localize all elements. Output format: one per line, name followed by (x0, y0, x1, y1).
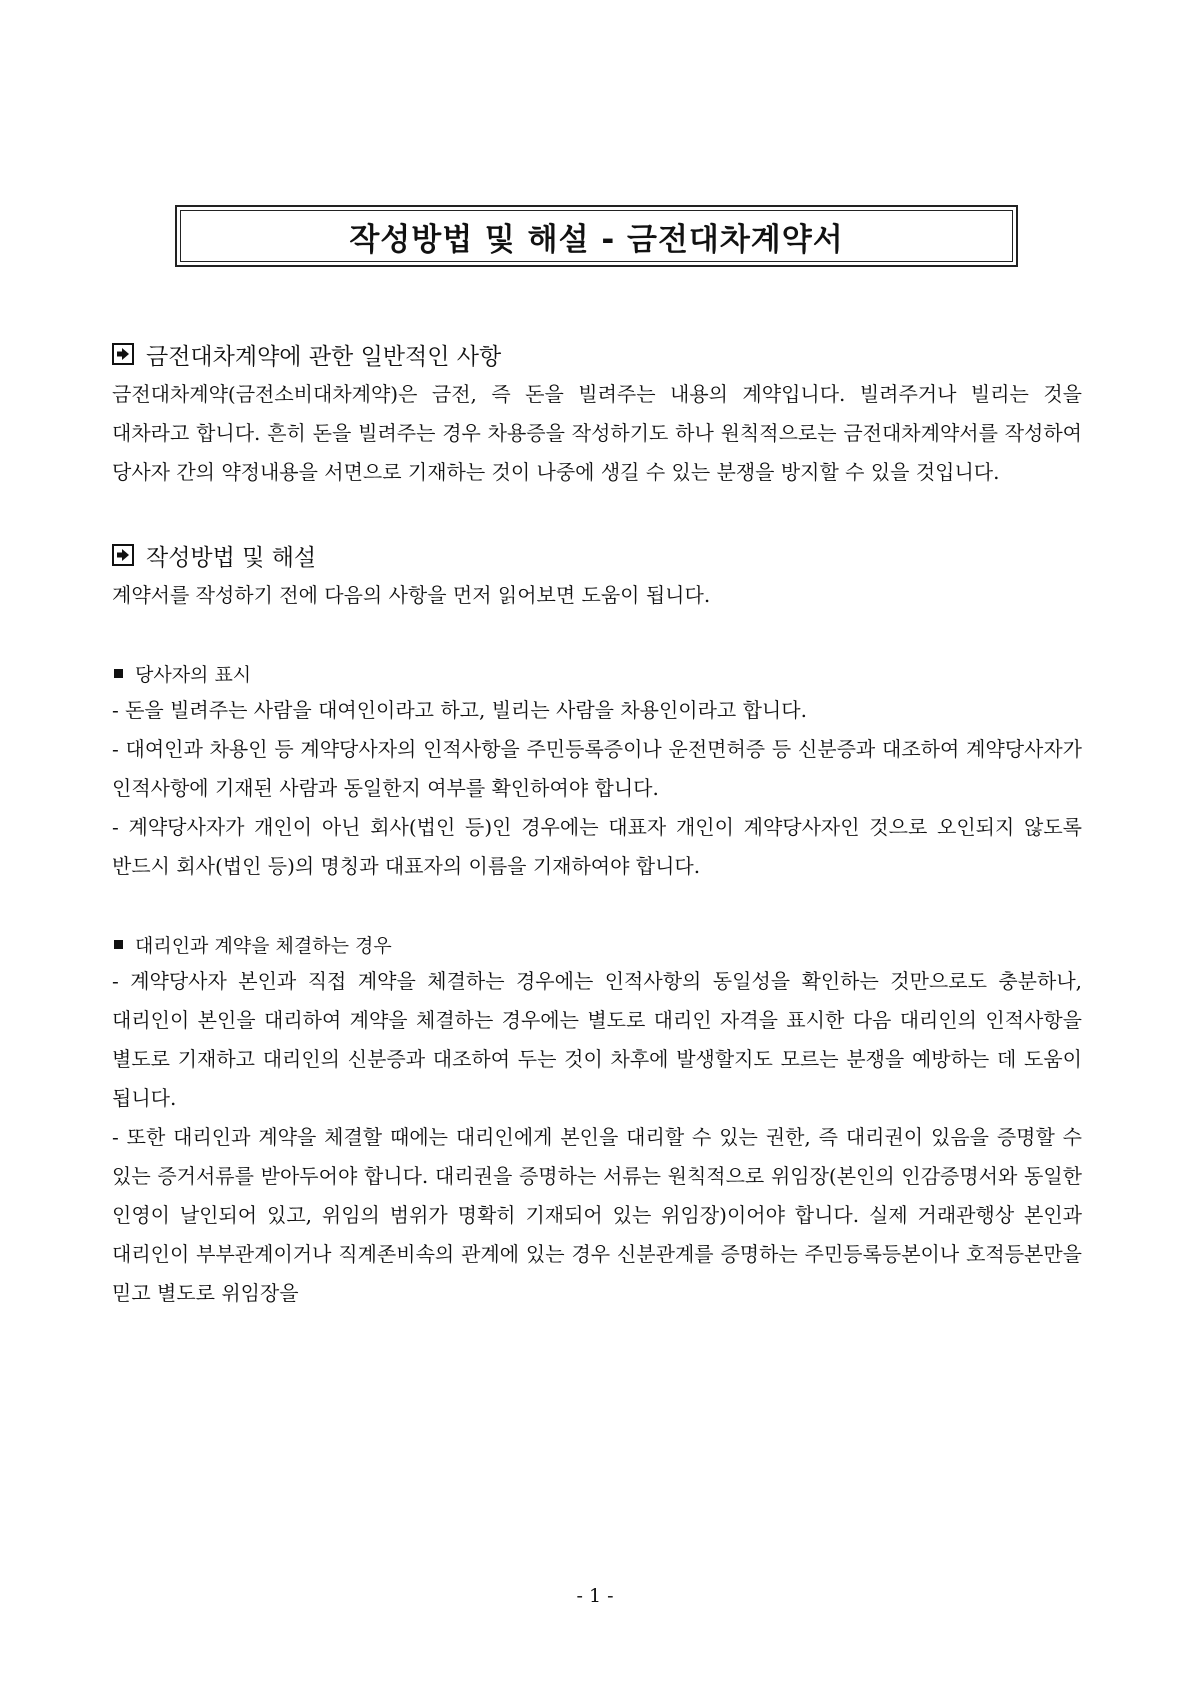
subsection-heading-parties (112, 655, 1082, 691)
list-item: - 계약당사자 본인과 직접 계약을 체결하는 경우에는 인적사항의 동일성을 확인하는 것만으로도 충분하나, 대리인이 본인을 대리하여 계약을 체결하는 경우에는 별도로 대리인 자격을 표시한 다음 대리인의 인적사항을 별도로 기재하고 대리인의 신분증과 대조하여 두는 것이 차후에 발생할지도 모르는 분쟁을 예방하는 데 도움이 됩니다. (112, 969, 1082, 1110)
subsection-heading-label: 당사자의 표시 (135, 663, 252, 686)
subsection-heading-agent (112, 926, 1082, 962)
document-content (112, 335, 1082, 1313)
bullet-square-icon (114, 940, 123, 949)
arrow-right-icon (112, 343, 134, 365)
title-box (175, 205, 1018, 267)
section-paragraph: 계약서를 작성하기 전에 다음의 사항을 먼저 읽어보면 도움이 됩니다. (112, 583, 711, 607)
list-item: - 또한 대리인과 계약을 체결할 때에는 대리인에게 본인을 대리할 수 있는 권한, 즉 대리권이 있음을 증명할 수 있는 증거서류를 받아두어야 합니다. 대리권을 증명하는 서류는 원칙적으로 위임장(본인의 인감증명서와 동일한 인영이 날인되어 있고, 위임의 범위가 명확히 기재되어 있는 위임장)이어야 합니다. 실제 거래관행상 본인과 대리인이 부부관계이거나 직계존비속의 관계에 있는 경우 신분관계를 증명하는 주민등록등본이나 호적등본만을 믿고 별도로 위임장을 (112, 1125, 1082, 1305)
page-number: - 1 - (576, 1585, 614, 1607)
list-item: - 대여인과 차용인 등 계약당사자의 인적사항을 주민등록증이나 운전면허증 등 신분증과 대조하여 계약당사자가 인적사항에 기재된 사람과 동일한지 여부를 확인하여야 합니다. (112, 737, 1082, 800)
section-heading-general (112, 335, 1082, 373)
section-paragraph: 금전대차계약(금전소비대차계약)은 금전, 즉 돈을 빌려주는 내용의 계약입니다. 빌려주거나 빌리는 것을 대차라고 합니다. 흔히 돈을 빌려주는 경우 차용증을 작성하기도 하나 원칙적으로는 금전대차계약서를 작성하여 당사자 간의 약정내용을 서면으로 기재하는 것이 나중에 생길 수 있는 분쟁을 방지할 수 있을 것입니다. (112, 382, 1082, 484)
subsection-heading-label: 대리인과 계약을 체결하는 경우 (135, 934, 392, 957)
bullet-square-icon (114, 669, 123, 678)
section-heading-method (112, 536, 1082, 574)
list-item: - 돈을 빌려주는 사람을 대여인이라고 하고, 빌리는 사람을 차용인이라고 합니다. (112, 698, 807, 722)
section-heading-label: 금전대차계약에 관한 일반적인 사항 (146, 343, 502, 370)
section-heading-label: 작성방법 및 해설 (146, 544, 317, 571)
list-item: - 계약당사자가 개인이 아닌 회사(법인 등)인 경우에는 대표자 개인이 계약당사자인 것으로 오인되지 않도록 반드시 회사(법인 등)의 명칭과 대표자의 이름을 기재하여야 합니다. (112, 815, 1082, 878)
arrow-right-icon (112, 544, 134, 566)
document-title: 작성방법 및 해설 - 금전대차계약서 (180, 210, 1013, 262)
